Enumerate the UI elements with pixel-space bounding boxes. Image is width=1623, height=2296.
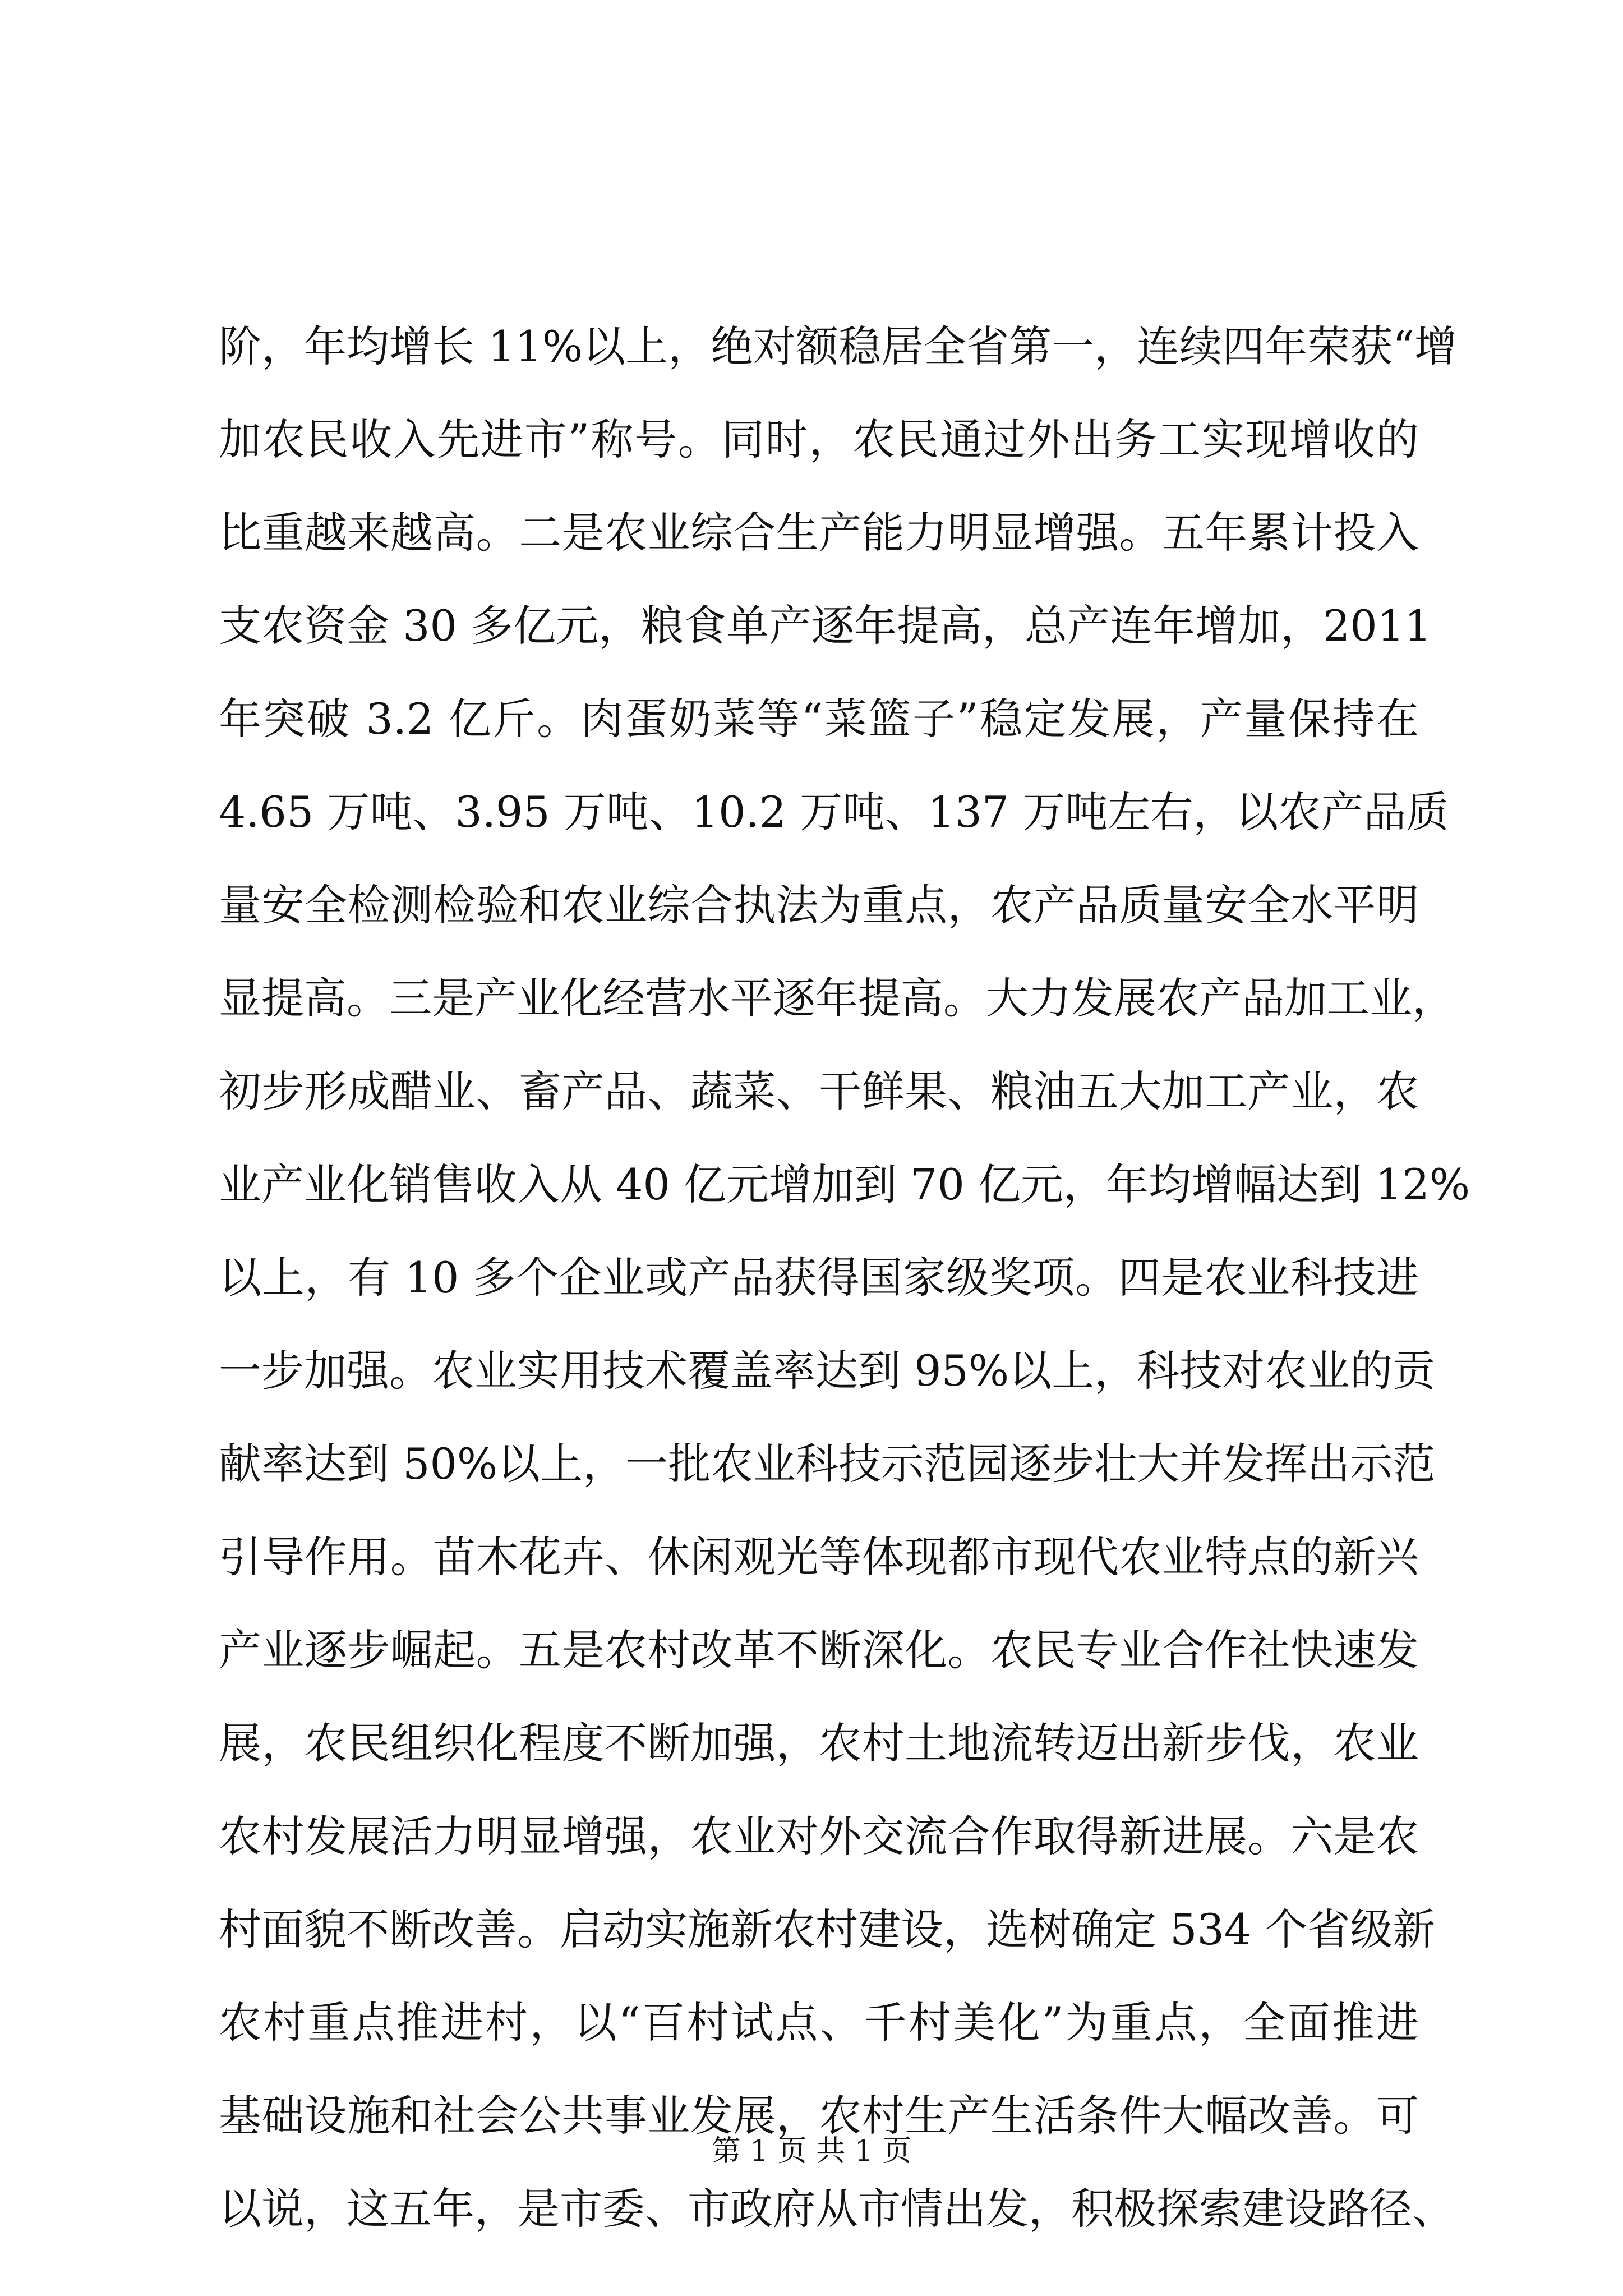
text-line: 以上，有 10 多个企业或产品获得国家级奖项。四是农业科技进 <box>219 1253 1419 1303</box>
text-line: 展，农民组织化程度不断加强，农村土地流转迈出新步伐，农业 <box>219 1718 1419 1768</box>
page-footer: 第 1 页 共 1 页 <box>711 2134 912 2168</box>
text-line: 献率达到 50%以上，一批农业科技示范园逐步壮大并发挥出示范 <box>219 1439 1436 1489</box>
body-text <box>219 300 1470 2256</box>
text-line: 比重越来越高。二是农业综合生产能力明显增强。五年累计投入 <box>219 508 1419 558</box>
text-line: 以说，这五年，是市委、市政府从市情出发，积极探索建设路径、 <box>219 2184 1455 2234</box>
text-line: 量安全检测检验和农业综合执法为重点，农产品质量安全水平明 <box>219 880 1419 930</box>
text-line: 显提高。三是产业化经营水平逐年提高。大力发展农产品加工业， <box>219 973 1455 1023</box>
text-line: 业产业化销售收入从 40 亿元增加到 70 亿元，年均增幅达到 12% <box>219 1159 1470 1209</box>
text-line: 产业逐步崛起。五是农村改革不断深化。农民专业合作社快速发 <box>219 1625 1419 1675</box>
text-line: 引导作用。苗木花卉、休闲观光等体现都市现代农业特点的新兴 <box>219 1532 1419 1582</box>
text-line: 一步加强。农业实用技术覆盖率达到 95%以上，科技对农业的贡 <box>219 1346 1436 1396</box>
text-line: 加农民收入先进市”称号。同时，农民通过外出务工实现增收的 <box>219 415 1419 464</box>
text-line: 农村重点推进村，以“百村试点、千村美化”为重点，全面推进 <box>219 1998 1419 2047</box>
text-line: 初步形成醋业、畜产品、蔬菜、干鲜果、粮油五大加工产业，农 <box>219 1066 1419 1116</box>
text-line: 基础设施和社会公共事业发展，农村生产生活条件大幅改善。可 <box>219 2091 1419 2141</box>
text-line: 阶，年均增长 11%以上，绝对额稳居全省第一，连续四年荣获“增 <box>219 321 1457 371</box>
text-line: 年突破 3.2 亿斤。肉蛋奶菜等“菜篮子”稳定发展，产量保持在 <box>219 694 1419 744</box>
text-line: 4.65 万吨、3.95 万吨、10.2 万吨、137 万吨左右，以农产品质 <box>219 787 1449 837</box>
text-line: 农村发展活力明显增强，农业对外交流合作取得新进展。六是农 <box>219 1811 1419 1861</box>
text-line: 支农资金 30 多亿元，粮食单产逐年提高，总产连年增加，2011 <box>219 601 1432 651</box>
text-line: 村面貌不断改善。启动实施新农村建设，选树确定 534 个省级新 <box>219 1904 1436 1954</box>
